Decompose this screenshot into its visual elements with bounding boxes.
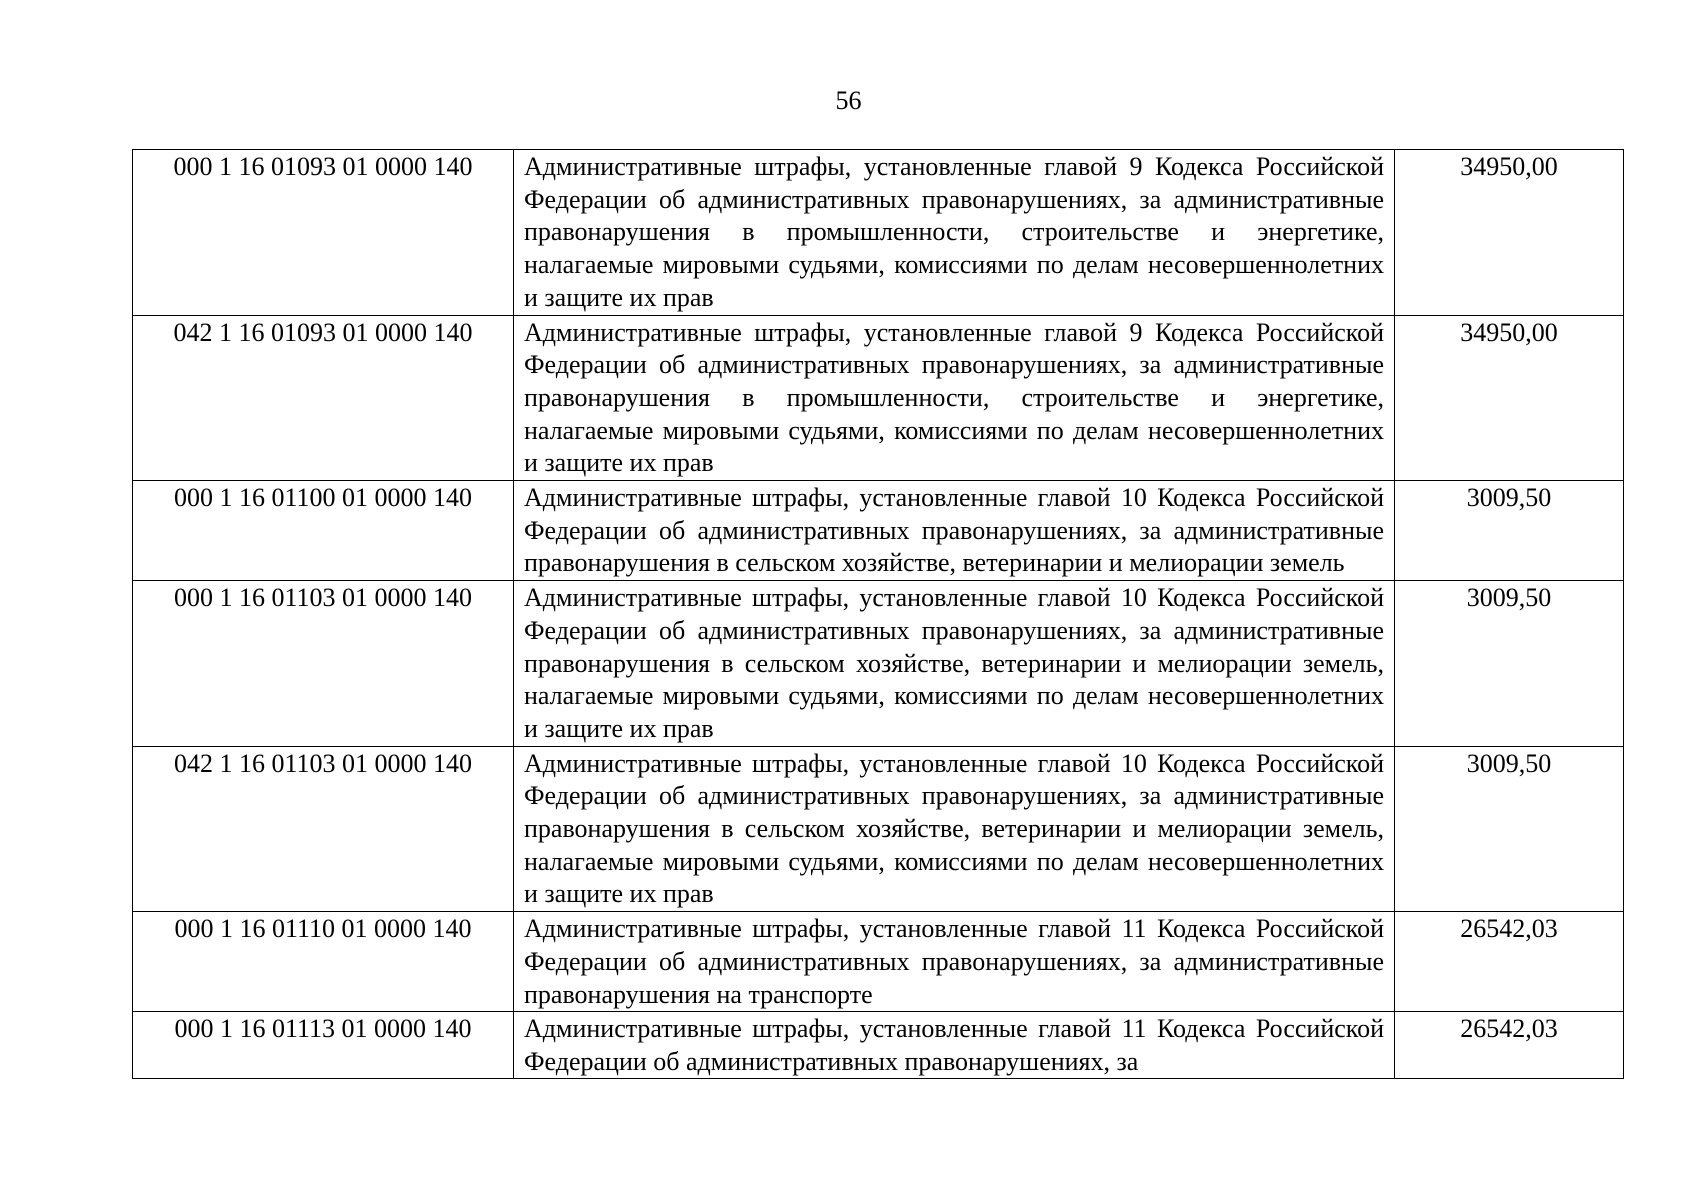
description-cell: Административные штрафы, установленные главой 10 Кодекса Российской Федерации об административных правонарушениях, за административные правонарушения в сельском хозяйстве, ветеринарии и мелиорации земель <box>514 481 1395 581</box>
revenue-table <box>132 149 1624 1079</box>
amount-cell: 26542,03 <box>1395 1012 1624 1079</box>
budget-code-cell: 000 1 16 01100 01 0000 140 <box>133 481 514 581</box>
budget-code-cell: 042 1 16 01103 01 0000 140 <box>133 746 514 912</box>
description-cell <box>514 1012 1395 1079</box>
table-row <box>133 1012 1624 1079</box>
description-cell: Административные штрафы, установленные главой 9 Кодекса Российской Федерации об административных правонарушениях, за административные правонарушения в промышленности, строительстве и энергетике, налагаемые мировыми судьями, комиссиями по делам несовершеннолетних и защите их прав <box>514 150 1395 316</box>
table-row <box>133 315 1624 481</box>
amount-cell: 34950,00 <box>1395 315 1624 481</box>
description-cell: Административные штрафы, установленные главой 10 Кодекса Российской Федерации об административных правонарушениях, за административные правонарушения в сельском хозяйстве, ветеринарии и мелиорации земель, налагаемые мировыми судьями, комиссиями по делам несовершеннолетних и защите их прав <box>514 746 1395 912</box>
description-cell: Административные штрафы, установленные главой 11 Кодекса Российской Федерации об административных правонарушениях, за административные правонарушения на транспорте <box>514 912 1395 1012</box>
description-cell: Административные штрафы, установленные главой 9 Кодекса Российской Федерации об административных правонарушениях, за административные правонарушения в промышленности, строительстве и энергетике, налагаемые мировыми судьями, комиссиями по делам несовершеннолетних и защите их прав <box>514 315 1395 481</box>
table-row <box>133 746 1624 912</box>
description-cell: Административные штрафы, установленные главой 10 Кодекса Российской Федерации об административных правонарушениях, за административные правонарушения в сельском хозяйстве, ветеринарии и мелиорации земель, налагаемые мировыми судьями, комиссиями по делам несовершеннолетних и защите их прав <box>514 581 1395 747</box>
budget-code-cell: 000 1 16 01110 01 0000 140 <box>133 912 514 1012</box>
amount-cell: 34950,00 <box>1395 150 1624 316</box>
table-row <box>133 150 1624 316</box>
budget-code-cell: 000 1 16 01093 01 0000 140 <box>133 150 514 316</box>
amount-cell: 3009,50 <box>1395 581 1624 747</box>
table-row <box>133 481 1624 581</box>
table-row <box>133 581 1624 747</box>
amount-cell: 3009,50 <box>1395 481 1624 581</box>
description-text: Административные штрафы, установленные главой 11 Кодекса Российской Федерации об административных правонарушениях, за <box>524 1014 1384 1076</box>
budget-code-cell: 000 1 16 01113 01 0000 140 <box>133 1012 514 1079</box>
budget-code-cell: 042 1 16 01093 01 0000 140 <box>133 315 514 481</box>
table-row <box>133 912 1624 1012</box>
amount-cell: 3009,50 <box>1395 746 1624 912</box>
amount-cell: 26542,03 <box>1395 912 1624 1012</box>
budget-code-cell: 000 1 16 01103 01 0000 140 <box>133 581 514 747</box>
page-number: 56 <box>835 86 862 115</box>
